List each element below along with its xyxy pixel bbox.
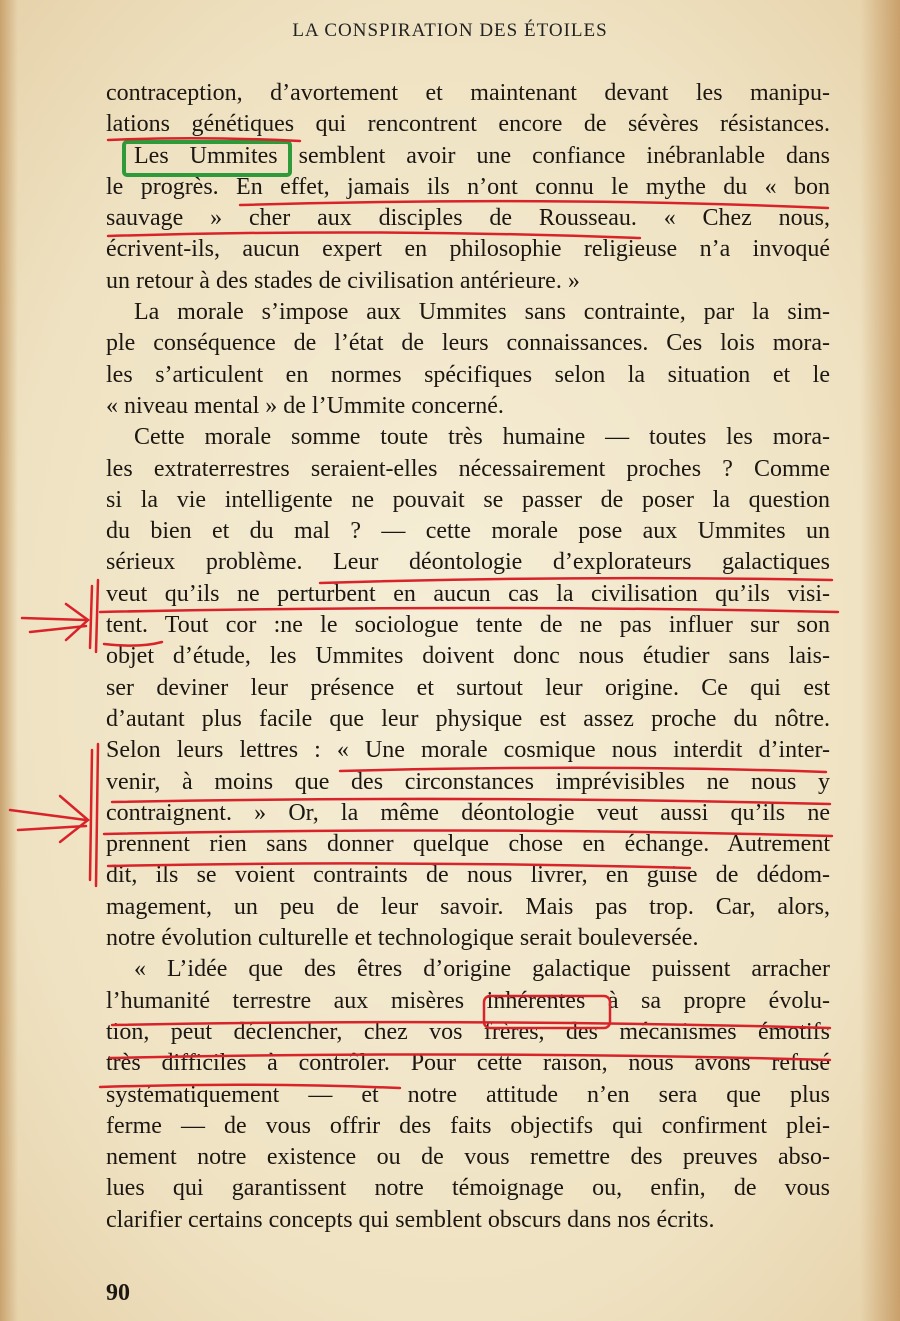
text-line: magement, un peu de leur savoir. Mais pas trop. Car, alors, xyxy=(106,893,830,920)
page-edge-shadow-left xyxy=(0,0,18,1321)
text-line: notre évolution culturelle et technologique serait bouleversée. xyxy=(106,925,699,952)
text-line: contraignent. » Or, la même déontologie veut aussi qu’ils ne xyxy=(106,799,830,826)
text-line: Cette morale somme toute très humaine — toutes les mora- xyxy=(134,424,830,451)
margin-brackets xyxy=(90,580,98,886)
text-line: « L’idée que des êtres d’origine galactique puissent arracher xyxy=(134,956,830,983)
body-text xyxy=(106,78,830,1236)
text-line: un retour à des stades de civilisation antérieure. » xyxy=(106,267,580,294)
text-line: lations génétiques qui rencontrent encore de sévères résistances. xyxy=(106,111,830,138)
text-line: dit, ils se voient contraints de nous livrer, en guise de dédom- xyxy=(106,862,830,889)
text-line: veut qu’ils ne perturbent en aucun cas la civilisation qu’ils visi- xyxy=(106,580,830,607)
text-line: d’autant plus facile que leur physique est assez proche du nôtre. xyxy=(106,705,830,732)
text-line: ferme — de vous offrir des faits objectifs qui confirment plei- xyxy=(106,1112,830,1139)
text-line: si la vie intelligente ne pouvait se passer de poser la question xyxy=(106,486,830,513)
text-line: contraception, d’avortement et maintenant devant les manipu- xyxy=(106,80,830,106)
text-line: du bien et du mal ? — cette morale pose aux Ummites un xyxy=(106,518,830,545)
text-line: ser deviner leur présence et surtout leur origine. Ce qui est xyxy=(106,674,830,701)
page-number: 90 xyxy=(106,1280,130,1306)
text-line: sérieux problème. Leur déontologie d’explorateurs galactiques xyxy=(106,549,830,576)
text-line: La morale s’impose aux Ummites sans contrainte, par la sim- xyxy=(134,299,830,326)
text-line: écrivent-ils, aucun expert en philosophie religieuse n’a invoqué xyxy=(106,236,830,263)
text-line: objet d’étude, les Ummites doivent donc nous étudier sans lais- xyxy=(106,643,830,670)
running-title: LA CONSPIRATION DES ÉTOILES xyxy=(292,20,608,41)
text-line: venir, à moins que des circonstances imprévisibles ne nous y xyxy=(106,768,830,795)
text-line: nement notre existence ou de vous remettre des preuves abso- xyxy=(106,1144,830,1171)
text-line: « niveau mental » de l’Ummite concerné. xyxy=(106,392,504,419)
text-line: clarifier certains concepts qui semblent obscurs dans nos écrits. xyxy=(106,1206,715,1233)
text-line: ple conséquence de l’état de leurs connaissances. Ces lois mora- xyxy=(106,330,830,357)
text-line: Selon leurs lettres : « Une morale cosmique nous interdit d’inter- xyxy=(106,737,830,764)
page-edge-shadow-right xyxy=(860,0,900,1321)
text-line: tent. Tout cor :ne le sociologue tente de ne pas influer sur son xyxy=(106,612,830,639)
text-line: tion, peut déclencher, chez vos frères, des mécanismes émotifs xyxy=(106,1018,830,1045)
text-line: très difficiles à contrôler. Pour cette raison, nous avons refusé xyxy=(106,1050,830,1077)
text-line: prennent rien sans donner quelque chose en échange. Autrement xyxy=(106,831,830,858)
text-line: Les Ummites semblent avoir une confiance inébranlable dans xyxy=(134,142,830,169)
text-line: les extraterrestres seraient-elles nécessairement proches ? Comme xyxy=(106,455,830,482)
text-line: systématiquement — et notre attitude n’en sera que plus xyxy=(106,1081,830,1108)
text-line: sauvage » cher aux disciples de Rousseau. « Chez nous, xyxy=(106,205,830,232)
text-line: le progrès. En effet, jamais ils n’ont connu le mythe du « bon xyxy=(106,173,830,200)
text-line: les s’articulent en normes spécifiques selon la situation et le xyxy=(106,361,830,388)
text-line: lues qui garantissent notre témoignage ou, enfin, de vous xyxy=(106,1175,830,1202)
text-line: l’humanité terrestre aux misères inhérentes à sa propre évolu- xyxy=(106,987,830,1014)
margin-arrow-icon xyxy=(10,604,88,842)
